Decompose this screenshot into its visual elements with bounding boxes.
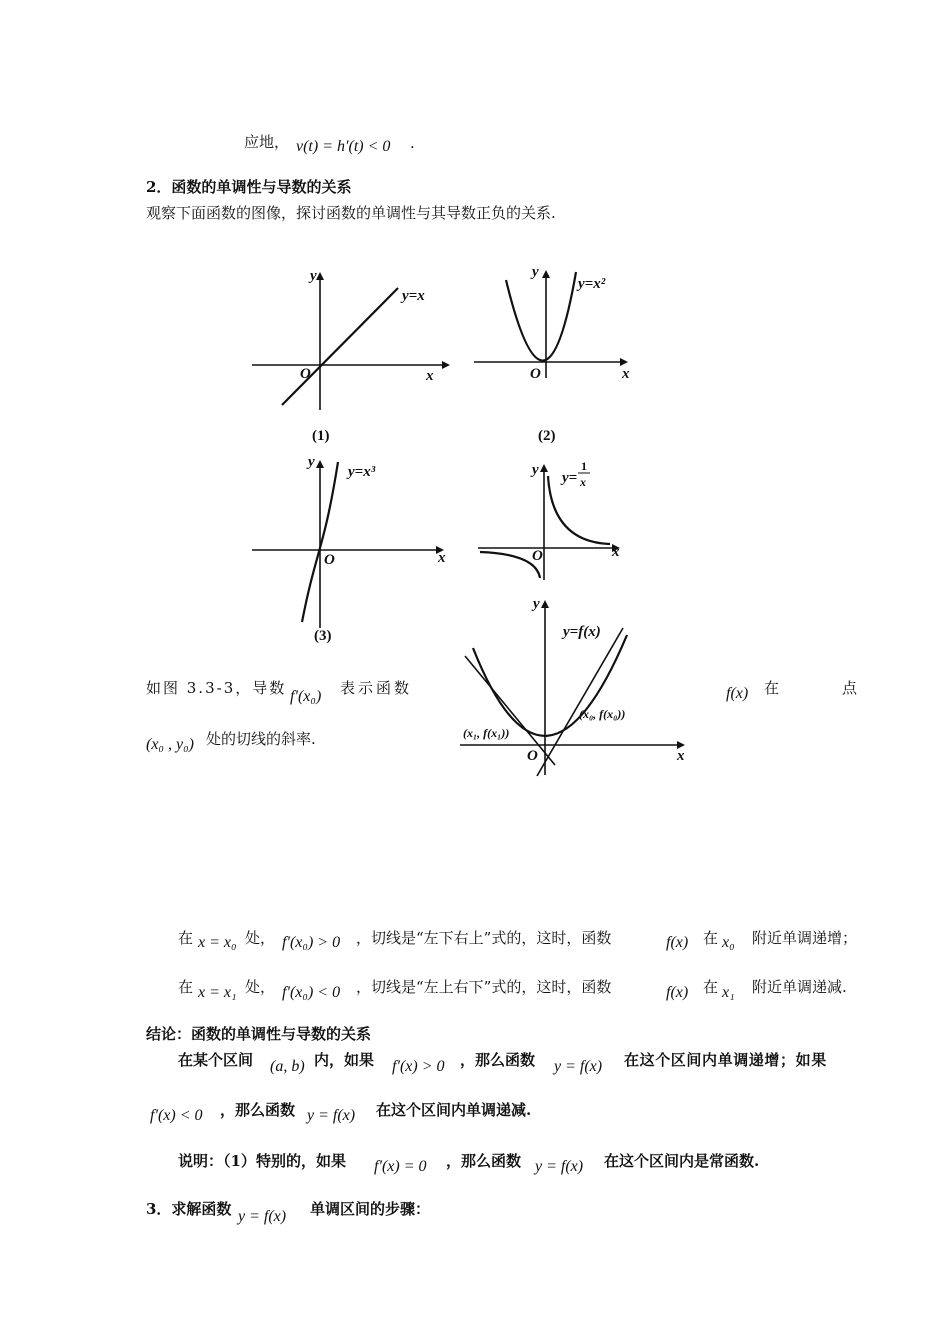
case1-chu: 处， bbox=[245, 929, 276, 947]
case2-end: 附近单调递减. bbox=[752, 978, 847, 996]
interval: (a, b) bbox=[270, 1058, 305, 1075]
label-y-eq-x2: y=x² bbox=[578, 276, 606, 292]
concl-l1c: ，那么函数 bbox=[460, 1051, 536, 1069]
note-c: 在这个区间内是常函数. bbox=[604, 1152, 760, 1170]
graph-y-eq-1-over-x bbox=[478, 459, 620, 580]
axis-x: x bbox=[612, 544, 620, 560]
d1: f′(x) > 0 bbox=[392, 1058, 445, 1075]
axis-y: y bbox=[532, 462, 539, 478]
para-mid: 表示函数 bbox=[340, 679, 413, 697]
case1-zai2: 在 bbox=[703, 929, 719, 947]
case1-zai: 在 bbox=[178, 929, 194, 947]
concl-l1b: 内，如果 bbox=[314, 1051, 375, 1069]
note-d: f′(x) = 0 bbox=[374, 1158, 427, 1175]
text: 应地， bbox=[244, 133, 290, 151]
graph-y-eq-x2 bbox=[474, 264, 630, 444]
section3-yf: y = f(x) bbox=[238, 1208, 287, 1225]
origin: O bbox=[530, 366, 541, 382]
case1-end: 附近单调递增； bbox=[752, 929, 858, 947]
yf1: y = f(x) bbox=[554, 1058, 603, 1075]
fprime-x0: f′(x₀) bbox=[290, 688, 322, 705]
graph-y-eq-x3 bbox=[252, 454, 446, 644]
period: . bbox=[410, 134, 415, 152]
case2-zai2: 在 bbox=[703, 978, 719, 996]
concl-l2b: 在这个区间内单调递减. bbox=[376, 1101, 532, 1119]
label-f: y=f(x) bbox=[563, 624, 601, 640]
label-y-eq-x3: y=x³ bbox=[348, 464, 376, 480]
axis-y: y bbox=[532, 264, 539, 280]
section-intro: 观察下面函数的图像，探讨函数的单调性与其导数正负的关系. bbox=[146, 204, 556, 222]
section3-a: 3．求解函数 bbox=[146, 1200, 232, 1218]
case2-x: x₁ bbox=[722, 984, 735, 1001]
axis-x: x bbox=[438, 550, 446, 566]
label-y-eq-x: y=x bbox=[402, 288, 425, 304]
dian: 点 bbox=[842, 679, 858, 697]
label-p0: (x₀, f(x₀)) bbox=[579, 707, 626, 721]
case2-fx: f(x) bbox=[666, 984, 689, 1001]
fx: f(x) bbox=[726, 685, 749, 702]
line-yingdi bbox=[244, 131, 289, 152]
concl-l1a: 在某个区间 bbox=[178, 1051, 254, 1069]
label-p1: (x₁, f(x₁)) bbox=[463, 726, 510, 740]
frac-den: x bbox=[580, 475, 586, 489]
case1-x: x₀ bbox=[722, 934, 735, 951]
conclusion-heading: 结论：函数的单调性与导数的关系 bbox=[146, 1025, 372, 1043]
origin: O bbox=[300, 366, 311, 382]
frac-num: 1 bbox=[581, 459, 587, 473]
axis-y: y bbox=[308, 454, 315, 470]
tangent-graph bbox=[455, 590, 705, 785]
section3-b: 单调区间的步骤： bbox=[310, 1200, 431, 1218]
point-x0y0: (x₀ , y₀) bbox=[146, 736, 194, 753]
note-yf: y = f(x) bbox=[535, 1158, 584, 1175]
axis-y: y bbox=[533, 596, 540, 612]
case1-cond: x = x₀ bbox=[198, 934, 237, 951]
origin: O bbox=[527, 748, 538, 764]
case2-chu: 处， bbox=[245, 978, 276, 996]
para-prefix: 如图 3.3-3，导数 bbox=[146, 679, 287, 697]
label-y-eq-frac: y= bbox=[562, 470, 578, 486]
zai: 在 bbox=[764, 679, 780, 697]
axis-y: y bbox=[310, 268, 317, 284]
concl-l1d: 在这个区间内单调递增；如果 bbox=[624, 1051, 827, 1069]
para-suffix: 处的切线的斜率. bbox=[206, 730, 316, 748]
case1-deriv: f′(x₀) > 0 bbox=[282, 934, 341, 951]
case2-zai: 在 bbox=[178, 978, 194, 996]
origin: O bbox=[532, 548, 543, 564]
d2: f′(x) < 0 bbox=[150, 1107, 203, 1124]
axis-x: x bbox=[426, 368, 434, 384]
case1-fx: f(x) bbox=[666, 934, 689, 951]
case1-text: ，切线是“左下右上”式的，这时，函数 bbox=[356, 929, 612, 947]
formula-v: v(t) = h′(t) < 0 bbox=[296, 138, 391, 155]
axis-x: x bbox=[622, 366, 630, 382]
case2-deriv: f′(x₀) < 0 bbox=[282, 984, 341, 1001]
caption-3: (3) bbox=[314, 628, 332, 644]
axis-x: x bbox=[677, 748, 685, 764]
caption-2: (2) bbox=[538, 428, 556, 444]
section-heading-2: 2．函数的单调性与导数的关系 bbox=[146, 178, 352, 196]
yf2: y = f(x) bbox=[307, 1107, 356, 1124]
origin: O bbox=[324, 552, 335, 568]
concl-l2a: ，那么函数 bbox=[220, 1101, 296, 1119]
case2-text: ，切线是“左上右下”式的，这时，函数 bbox=[356, 978, 612, 996]
note-a: 说明：（1）特别的，如果 bbox=[178, 1152, 346, 1170]
caption-1: (1) bbox=[312, 428, 330, 444]
case2-cond: x = x₁ bbox=[198, 984, 237, 1001]
note-b: ，那么函数 bbox=[446, 1152, 522, 1170]
graph-y-eq-x bbox=[252, 268, 450, 444]
